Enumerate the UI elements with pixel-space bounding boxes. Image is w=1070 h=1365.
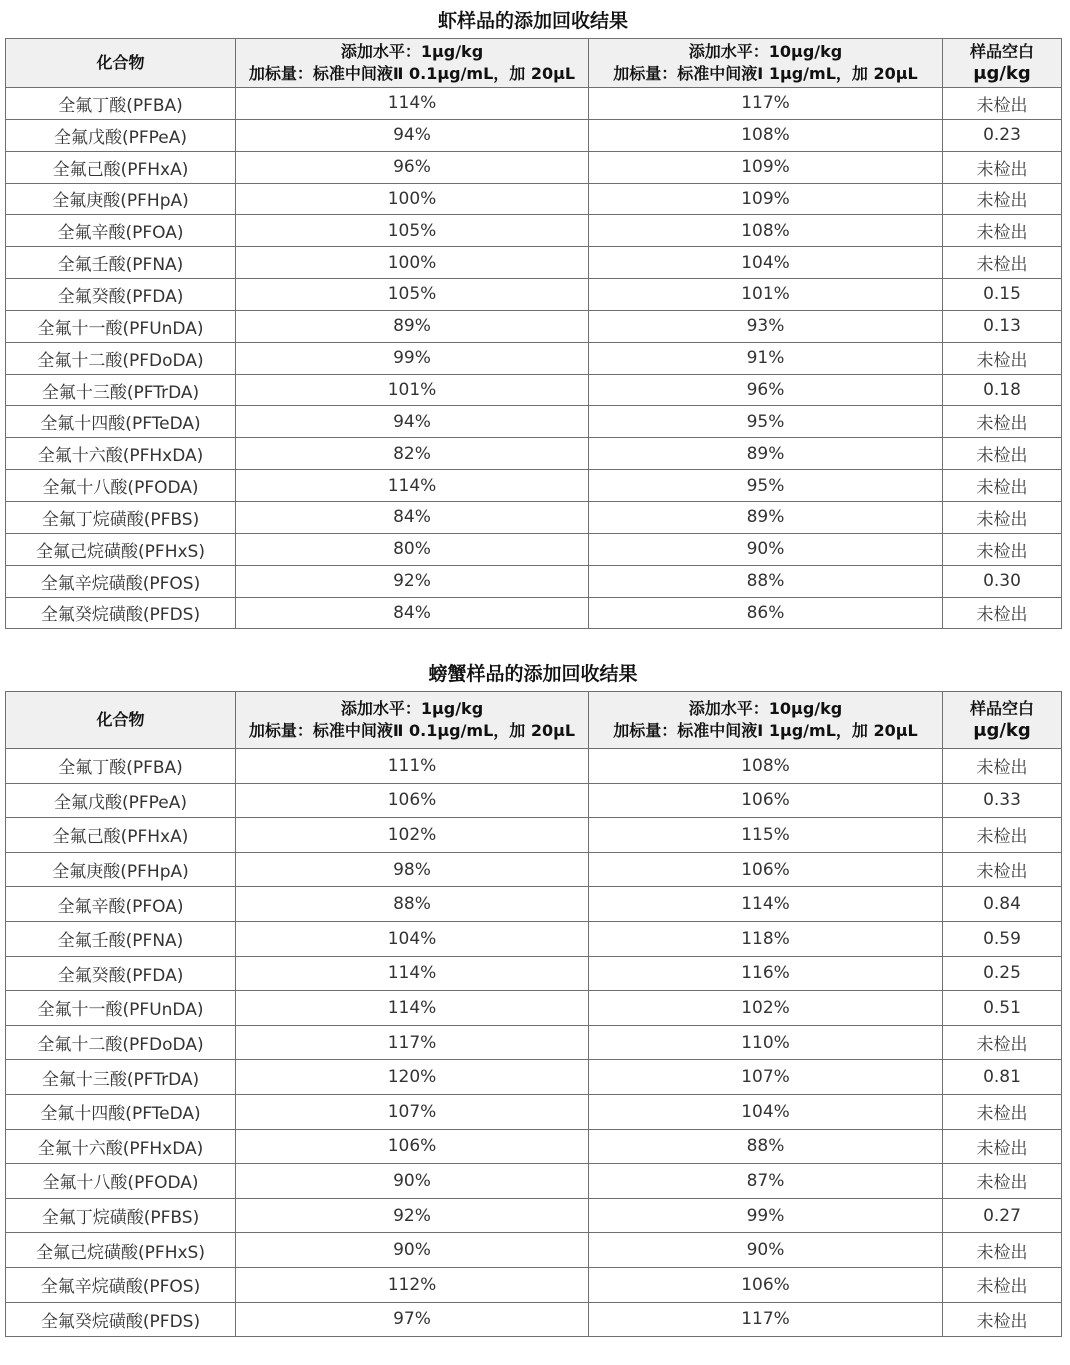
recovery-level-1-cell: 97% xyxy=(236,1302,589,1337)
recovery-level-1-cell: 92% xyxy=(236,1198,589,1233)
compound-cell: 全氟壬酸(PFNA) xyxy=(6,247,236,279)
recovery-level-2-cell: 90% xyxy=(589,1233,943,1268)
recovery-level-1-cell: 89% xyxy=(236,310,589,342)
header-level-2 xyxy=(589,692,943,749)
compound-cell: 全氟丁烷磺酸(PFBS) xyxy=(6,501,236,533)
recovery-level-1-cell: 101% xyxy=(236,374,589,406)
recovery-level-1-cell: 106% xyxy=(236,1129,589,1164)
blank-cell: 未检出 xyxy=(943,1129,1062,1164)
header-level-2-line1: 添加水平：10μg/kg xyxy=(688,699,843,718)
recovery-level-1-cell: 80% xyxy=(236,533,589,565)
compound-cell: 全氟十三酸(PFTrDA) xyxy=(6,1060,236,1095)
table-row xyxy=(6,342,1062,374)
recovery-level-1-cell: 88% xyxy=(236,887,589,922)
blank-cell: 0.81 xyxy=(943,1060,1062,1095)
compound-cell: 全氟十一酸(PFUnDA) xyxy=(6,991,236,1026)
table-row xyxy=(6,887,1062,922)
blank-cell: 未检出 xyxy=(943,1302,1062,1337)
blank-cell: 未检出 xyxy=(943,1233,1062,1268)
table-row xyxy=(6,1198,1062,1233)
table-row xyxy=(6,1267,1062,1302)
recovery-level-1-cell: 111% xyxy=(236,749,589,784)
recovery-level-1-cell: 99% xyxy=(236,342,589,374)
compound-cell: 全氟癸酸(PFDA) xyxy=(6,956,236,991)
compound-cell: 全氟丁烷磺酸(PFBS) xyxy=(6,1198,236,1233)
compound-cell: 全氟十二酸(PFDoDA) xyxy=(6,1025,236,1060)
recovery-level-1-cell: 104% xyxy=(236,921,589,956)
blank-cell: 未检出 xyxy=(943,597,1062,629)
table-row xyxy=(6,1302,1062,1337)
compound-cell: 全氟十一酸(PFUnDA) xyxy=(6,310,236,342)
table-row xyxy=(6,470,1062,502)
compound-cell: 全氟己酸(PFHxA) xyxy=(6,151,236,183)
recovery-level-2-cell: 106% xyxy=(589,852,943,887)
table-row xyxy=(6,956,1062,991)
recovery-level-2-cell: 106% xyxy=(589,1267,943,1302)
recovery-level-2-cell: 101% xyxy=(589,279,943,311)
recovery-level-2-cell: 116% xyxy=(589,956,943,991)
recovery-level-1-cell: 114% xyxy=(236,991,589,1026)
recovery-level-1-cell: 100% xyxy=(236,183,589,215)
header-compound: 化合物 xyxy=(6,692,236,749)
shrimp-recovery-section xyxy=(5,4,1061,629)
recovery-level-1-cell: 114% xyxy=(236,88,589,120)
recovery-level-1-cell: 105% xyxy=(236,279,589,311)
section-title: 虾样品的添加回收结果 xyxy=(437,10,628,32)
header-level-2-line1: 添加水平：10μg/kg xyxy=(688,42,843,61)
recovery-level-2-cell: 89% xyxy=(589,438,943,470)
compound-cell: 全氟十六酸(PFHxDA) xyxy=(6,1129,236,1164)
header-blank xyxy=(943,39,1062,88)
blank-cell: 0.18 xyxy=(943,374,1062,406)
header-blank xyxy=(943,692,1062,749)
recovery-level-2-cell: 95% xyxy=(589,470,943,502)
table-row xyxy=(6,151,1062,183)
recovery-level-2-cell: 109% xyxy=(589,151,943,183)
table-row xyxy=(6,310,1062,342)
blank-cell: 未检出 xyxy=(943,247,1062,279)
recovery-level-2-cell: 109% xyxy=(589,183,943,215)
recovery-level-1-cell: 84% xyxy=(236,501,589,533)
header-blank-line1: 样品空白 xyxy=(969,699,1034,718)
recovery-level-1-cell: 117% xyxy=(236,1025,589,1060)
blank-cell: 未检出 xyxy=(943,406,1062,438)
table-row xyxy=(6,533,1062,565)
compound-cell: 全氟丁酸(PFBA) xyxy=(6,749,236,784)
table-row xyxy=(6,374,1062,406)
table-row xyxy=(6,279,1062,311)
recovery-level-2-cell: 107% xyxy=(589,1060,943,1095)
recovery-level-1-cell: 105% xyxy=(236,215,589,247)
recovery-level-2-cell: 106% xyxy=(589,783,943,818)
recovery-level-1-cell: 102% xyxy=(236,818,589,853)
recovery-level-1-cell: 98% xyxy=(236,852,589,887)
recovery-level-1-cell: 90% xyxy=(236,1233,589,1268)
blank-cell: 未检出 xyxy=(943,88,1062,120)
recovery-level-2-cell: 86% xyxy=(589,597,943,629)
blank-cell: 0.59 xyxy=(943,921,1062,956)
table-row xyxy=(6,1129,1062,1164)
compound-cell: 全氟十三酸(PFTrDA) xyxy=(6,374,236,406)
compound-cell: 全氟辛酸(PFOA) xyxy=(6,887,236,922)
recovery-level-1-cell: 106% xyxy=(236,783,589,818)
recovery-level-1-cell: 114% xyxy=(236,956,589,991)
table-row xyxy=(6,921,1062,956)
recovery-level-1-cell: 84% xyxy=(236,597,589,629)
table-row xyxy=(6,438,1062,470)
blank-cell: 未检出 xyxy=(943,852,1062,887)
compound-cell: 全氟己烷磺酸(PFHxS) xyxy=(6,533,236,565)
compound-cell: 全氟十四酸(PFTeDA) xyxy=(6,406,236,438)
blank-cell: 未检出 xyxy=(943,1267,1062,1302)
header-compound: 化合物 xyxy=(6,39,236,88)
table-row xyxy=(6,88,1062,120)
table-row xyxy=(6,749,1062,784)
compound-cell: 全氟十八酸(PFODA) xyxy=(6,1164,236,1199)
recovery-level-1-cell: 94% xyxy=(236,119,589,151)
recovery-level-2-cell: 108% xyxy=(589,119,943,151)
recovery-level-1-cell: 92% xyxy=(236,565,589,597)
compound-cell: 全氟庚酸(PFHpA) xyxy=(6,183,236,215)
recovery-level-2-cell: 87% xyxy=(589,1164,943,1199)
blank-cell: 未检出 xyxy=(943,1025,1062,1060)
recovery-level-2-cell: 96% xyxy=(589,374,943,406)
recovery-level-2-cell: 102% xyxy=(589,991,943,1026)
compound-cell: 全氟十六酸(PFHxDA) xyxy=(6,438,236,470)
recovery-level-2-cell: 99% xyxy=(589,1198,943,1233)
header-row xyxy=(6,39,1062,88)
blank-cell: 未检出 xyxy=(943,183,1062,215)
table-row xyxy=(6,215,1062,247)
recovery-level-1-cell: 100% xyxy=(236,247,589,279)
header-level-2 xyxy=(589,39,943,88)
recovery-level-1-cell: 107% xyxy=(236,1094,589,1129)
compound-cell: 全氟己酸(PFHxA) xyxy=(6,818,236,853)
blank-cell: 未检出 xyxy=(943,818,1062,853)
table-row xyxy=(6,247,1062,279)
compound-cell: 全氟十八酸(PFODA) xyxy=(6,470,236,502)
header-blank-line1: 样品空白 xyxy=(969,42,1034,61)
blank-cell: 未检出 xyxy=(943,215,1062,247)
recovery-level-2-cell: 110% xyxy=(589,1025,943,1060)
table-body xyxy=(6,749,1062,1337)
recovery-level-2-cell: 104% xyxy=(589,1094,943,1129)
compound-cell: 全氟壬酸(PFNA) xyxy=(6,921,236,956)
blank-cell: 0.25 xyxy=(943,956,1062,991)
header-level-1 xyxy=(236,692,589,749)
header-level-2-line2: 加标量：标准中间液Ⅰ 1μg/mL，加 20μL xyxy=(613,64,918,83)
table-row xyxy=(6,783,1062,818)
table-row xyxy=(6,406,1062,438)
header-level-1-line2: 加标量：标准中间液Ⅱ 0.1μg/mL，加 20μL xyxy=(248,64,576,83)
header-level-1 xyxy=(236,39,589,88)
compound-cell: 全氟癸烷磺酸(PFDS) xyxy=(6,597,236,629)
table-row xyxy=(6,818,1062,853)
table-row xyxy=(6,501,1062,533)
recovery-level-1-cell: 120% xyxy=(236,1060,589,1095)
recovery-level-2-cell: 90% xyxy=(589,533,943,565)
blank-cell: 未检出 xyxy=(943,470,1062,502)
table-body xyxy=(6,88,1062,629)
compound-cell: 全氟戊酸(PFPeA) xyxy=(6,783,236,818)
blank-cell: 未检出 xyxy=(943,151,1062,183)
recovery-level-2-cell: 117% xyxy=(589,1302,943,1337)
recovery-level-2-cell: 93% xyxy=(589,310,943,342)
recovery-level-2-cell: 118% xyxy=(589,921,943,956)
table-row xyxy=(6,991,1062,1026)
table-row xyxy=(6,1164,1062,1199)
compound-cell: 全氟癸烷磺酸(PFDS) xyxy=(6,1302,236,1337)
recovery-level-1-cell: 82% xyxy=(236,438,589,470)
section-title: 螃蟹样品的添加回收结果 xyxy=(428,663,638,685)
table-row xyxy=(6,1233,1062,1268)
recovery-level-1-cell: 94% xyxy=(236,406,589,438)
recovery-level-2-cell: 108% xyxy=(589,215,943,247)
recovery-table xyxy=(5,691,1062,1337)
compound-cell: 全氟十四酸(PFTeDA) xyxy=(6,1094,236,1129)
recovery-table xyxy=(5,38,1062,629)
recovery-level-1-cell: 96% xyxy=(236,151,589,183)
blank-cell: 0.27 xyxy=(943,1198,1062,1233)
compound-cell: 全氟戊酸(PFPeA) xyxy=(6,119,236,151)
crab-recovery-section xyxy=(5,657,1061,1337)
blank-cell: 0.33 xyxy=(943,783,1062,818)
header-level-1-line2: 加标量：标准中间液Ⅱ 0.1μg/mL，加 20μL xyxy=(248,721,576,740)
compound-cell: 全氟辛酸(PFOA) xyxy=(6,215,236,247)
blank-cell: 未检出 xyxy=(943,1094,1062,1129)
blank-cell: 未检出 xyxy=(943,1164,1062,1199)
recovery-level-2-cell: 88% xyxy=(589,565,943,597)
blank-cell: 0.13 xyxy=(943,310,1062,342)
table-row xyxy=(6,1060,1062,1095)
recovery-level-1-cell: 112% xyxy=(236,1267,589,1302)
table-row xyxy=(6,565,1062,597)
compound-cell: 全氟十二酸(PFDoDA) xyxy=(6,342,236,374)
recovery-level-2-cell: 114% xyxy=(589,887,943,922)
header-level-1-line1: 添加水平：1μg/kg xyxy=(340,699,484,718)
recovery-level-2-cell: 104% xyxy=(589,247,943,279)
compound-cell: 全氟己烷磺酸(PFHxS) xyxy=(6,1233,236,1268)
blank-cell: 0.84 xyxy=(943,887,1062,922)
recovery-level-2-cell: 89% xyxy=(589,501,943,533)
table-row xyxy=(6,1025,1062,1060)
compound-cell: 全氟辛烷磺酸(PFOS) xyxy=(6,565,236,597)
recovery-level-1-cell: 114% xyxy=(236,470,589,502)
table-row xyxy=(6,119,1062,151)
blank-cell: 未检出 xyxy=(943,438,1062,470)
recovery-level-2-cell: 108% xyxy=(589,749,943,784)
header-level-2-line2: 加标量：标准中间液Ⅰ 1μg/mL，加 20μL xyxy=(613,721,918,740)
recovery-level-2-cell: 115% xyxy=(589,818,943,853)
table-row xyxy=(6,852,1062,887)
blank-cell: 0.30 xyxy=(943,565,1062,597)
blank-cell: 0.23 xyxy=(943,119,1062,151)
compound-cell: 全氟辛烷磺酸(PFOS) xyxy=(6,1267,236,1302)
blank-cell: 未检出 xyxy=(943,501,1062,533)
blank-cell: 0.51 xyxy=(943,991,1062,1026)
header-blank-unit: μg/kg xyxy=(973,63,1031,84)
recovery-level-2-cell: 91% xyxy=(589,342,943,374)
compound-cell: 全氟庚酸(PFHpA) xyxy=(6,852,236,887)
compound-cell: 全氟癸酸(PFDA) xyxy=(6,279,236,311)
table-row xyxy=(6,1094,1062,1129)
header-row xyxy=(6,692,1062,749)
blank-cell: 未检出 xyxy=(943,533,1062,565)
recovery-level-1-cell: 90% xyxy=(236,1164,589,1199)
table-row xyxy=(6,597,1062,629)
table-row xyxy=(6,183,1062,215)
recovery-level-2-cell: 95% xyxy=(589,406,943,438)
blank-cell: 未检出 xyxy=(943,749,1062,784)
header-blank-unit: μg/kg xyxy=(973,720,1031,741)
recovery-level-2-cell: 117% xyxy=(589,88,943,120)
header-level-1-line1: 添加水平：1μg/kg xyxy=(340,42,484,61)
blank-cell: 0.15 xyxy=(943,279,1062,311)
blank-cell: 未检出 xyxy=(943,342,1062,374)
compound-cell: 全氟丁酸(PFBA) xyxy=(6,88,236,120)
recovery-level-2-cell: 88% xyxy=(589,1129,943,1164)
